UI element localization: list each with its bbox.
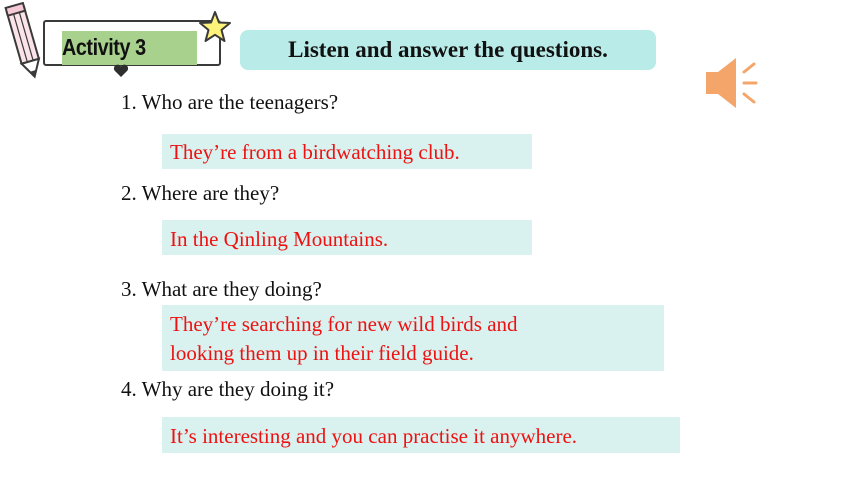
question-3: 3. What are they doing? [121,277,322,301]
answer-3-line-1: They’re searching for new wild birds and [170,312,518,336]
answer-2-line-1: In the Qinling Mountains. [170,227,389,251]
answer-4-line-1: It’s interesting and you can practise it anywhere. [170,424,578,448]
question-4: 4. Why are they doing it? [121,377,335,401]
star-icon [198,10,232,44]
activity-label: Activity 3 [62,34,146,60]
pencil-icon [4,2,46,84]
heart-icon [113,64,129,78]
question-2: 2. Where are they? [121,181,280,205]
instruction-banner: Listen and answer the questions. [240,30,656,70]
answer-3-line-2: looking them up in their field guide. [170,341,474,365]
answer-1-line-1: They’re from a birdwatching club. [170,140,460,164]
question-1: 1. Who are the teenagers? [121,90,339,114]
speaker-icon[interactable] [702,52,762,114]
